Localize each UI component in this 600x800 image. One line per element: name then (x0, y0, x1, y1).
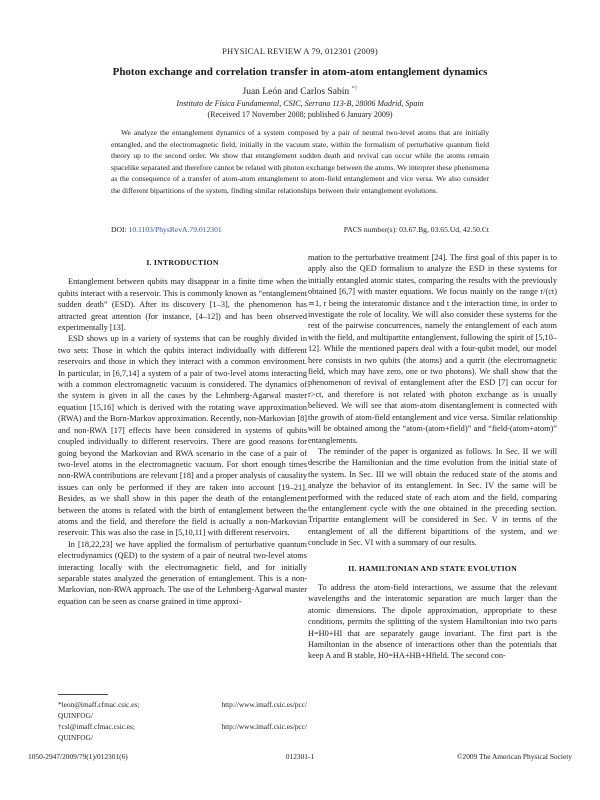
footnotes (58, 699, 307, 743)
received-dates: (Received 17 November 2008; published 6 January 2009) (207, 110, 393, 119)
paragraph: ESD shows up in a variety of systems that can be roughly divided in two sets: Those in which the qubits interact individually with different reservoirs and those in which they interact with a common environment. In particular, in [6,7,14] a system of a pair of two-level atoms interacting with a common electromagnetic vacuum is considered. The dynamics of the system is given in all the cases by the Lehmberg-Agarwal master equation [15,16] which is derived with the rotating wave approximation (RWA) and the Born-Markov approximation. Recently, non-Markovian [8] and non-RWA [17] effects have been considered in systems of qubits coupled individually to different reservoirs. There are good reasons for going beyond the Markovian and RWA scenario in the case of a pair of two-level atoms in the electromagnetic vacuum. For short enough times non-RWA contributions are relevant [18] and a proper analysis of causality issues can only be performed if they are taken into account [19–21]. Besides, as we shall show in this paper the death of the entanglement between the atoms is related with the birth of entanglement between the atoms and the field, and therefore the field is actually a non-Markovian reservoir. This was also the case in [5,10,11] with different reservoirs. (58, 334, 307, 538)
right-column (308, 252, 557, 662)
paragraph: The reminder of the paper is organized as follows. In Sec. II we will describe the Hamiltonian and the time evolution from the initial state of the system. In Sec. III we will obtain the reduced state of the atoms and analyze the behavior of its entanglement. In Sec. IV the same will be performed with the reduced state of each atom and the field, comparing the entanglement cycle with the one obtained in the preceding section. Tripartite entanglement will be considered in Sec. V in terms of the entanglement of all the different bipartitions of the system, and we conclude in Sec. VI with a summary of our results. (308, 446, 557, 548)
author-mark-1[interactable]: * (351, 86, 355, 92)
footer-issn: 1050-2947/2009/79(1)/012301(6) (28, 752, 128, 761)
footer-copyright: ©2009 The American Physical Society (456, 752, 572, 761)
footnote-email-2[interactable]: †csl@imaff.cfmac.csic.es; (58, 722, 135, 731)
footer-page-number: 012301-1 (285, 752, 315, 761)
doi-link[interactable]: 10.1103/PhysRevA.79.012301 (128, 225, 222, 234)
doi-pacs-line (111, 225, 489, 234)
footnote-row (58, 721, 307, 732)
pacs-numbers: PACS number(s): 03.67.Bg, 03.65.Ud, 42.50.Ct (343, 225, 489, 234)
footnote-url-1[interactable]: http://www.imaff.csic.es/pcc/ (221, 700, 307, 709)
section-heading-introduction: I. INTRODUCTION (146, 258, 219, 267)
left-column (58, 252, 307, 607)
footnote-rule (58, 694, 108, 695)
author-line (40, 86, 560, 97)
footnote-email-1[interactable]: *leon@imaff.cfmac.csic.es; (58, 700, 140, 709)
author-mark-2[interactable]: † (354, 86, 358, 92)
footnote-row (58, 699, 307, 710)
footnote-url-2[interactable]: http://www.imaff.csic.es/pcc/ (221, 722, 307, 731)
paper-title: Photon exchange and correlation transfer in atom-atom entanglement dynamics (112, 66, 488, 78)
abstract: We analyze the entanglement dynamics of a system composed by a pair of neutral two-level atoms that are initially entangled, and the electromagnetic field, initially in the vacuum state, within the formalism of perturbative quantum field theory up to the second order. We show that entanglement sudden death and revival can occur while the atoms remain spacelike separated and therefore cannot be related with photon exchange between the atoms. We interpret these phenomena as the consequence of a transfer of atom-atom entanglement to atom-field entanglement and vice versa. We also consider the different bipartitions of the system, finding similar relationships between their entanglement evolutions. (111, 128, 489, 195)
section-heading-hamiltonian: II. HAMILTONIAN AND STATE EVOLUTION (348, 563, 517, 573)
affiliation: Instituto de Física Fundamental, CSIC, Serrano 113-B, 28006 Madrid, Spain (176, 99, 424, 108)
paragraph: In [18,22,23] we have applied the formalism of perturbative quantum electrodynamics (QED) to the system of a pair of neutral two-level atoms interacting locally with the electromagnetic field, and for initially separable states analyzed the generation of entanglement. This is a non-Markovian, non-RWA approach. The use of the Lehmberg-Agarwal master equation can be seen as coarse grained in time approxi- (58, 539, 307, 606)
doi-label: DOI: (111, 225, 127, 234)
footnote-continuation: QUINFOG/ (58, 711, 93, 720)
footnote-continuation: QUINFOG/ (58, 733, 93, 742)
authors-text: Juan León and Carlos Sabín (242, 87, 350, 98)
paragraph: mation to the perturbative treatment [24]. The first goal of this paper is to apply also the QED formalism to analyze the ESD in these systems for initially entangled atomic states, comparing the results with the previously obtained [6,7] with master equations. We focus mainly on the range r/(ct) ≃1, r being the interatomic distance and t the interaction time, in order to investigate the role of locality. We will also consider these systems for the rest of the pairwise concurrences, namely the entanglement of each atom with the field, and multipartite entanglement, following the spirit of [5,10–12]. While the mentioned papers deal with a four-qubit model, our model here consists in two qubits (the atoms) and a qutrit (the electromagnetic field, which may have zero, one or two photons). We shall show that the phenomenon of revival of entanglement after the ESD [7] can occur for r>ct, and therefore is not related with photon exchange as is usually believed. We will see that atom-atom disentanglement is connected with the growth of atom-field entanglement and vice versa. Similar relationship will be obtained among the “atom-(atom+field)” and “field-(atom+atom)” entanglements. (308, 253, 557, 445)
paragraph: Entanglement between qubits may disappear in a finite time when the qubits interact with a reservoir. This is commonly known as “entanglement sudden death” (ESD). After its discovery [1–3], the phenomenon has attracted great attention (for instance, [4–12]) and has been observed experimentally [13]. (58, 277, 307, 333)
paragraph: To address the atom-field interactions, we assume that the relevant wavelengths and the interatomic separation are much larger than the atomic dimensions. The dipole approximation, appropriate to these conditions, permits the splitting of the system Hamiltonian into two parts H=H0+HI that are separately gauge invariant. The first part is the Hamiltonian in the absence of interactions other than the potentials that keep A and B stable, H0=HA+HB+Hfield. The second con- (308, 582, 557, 661)
journal-header: PHYSICAL REVIEW A 79, 012301 (2009) (222, 46, 378, 56)
